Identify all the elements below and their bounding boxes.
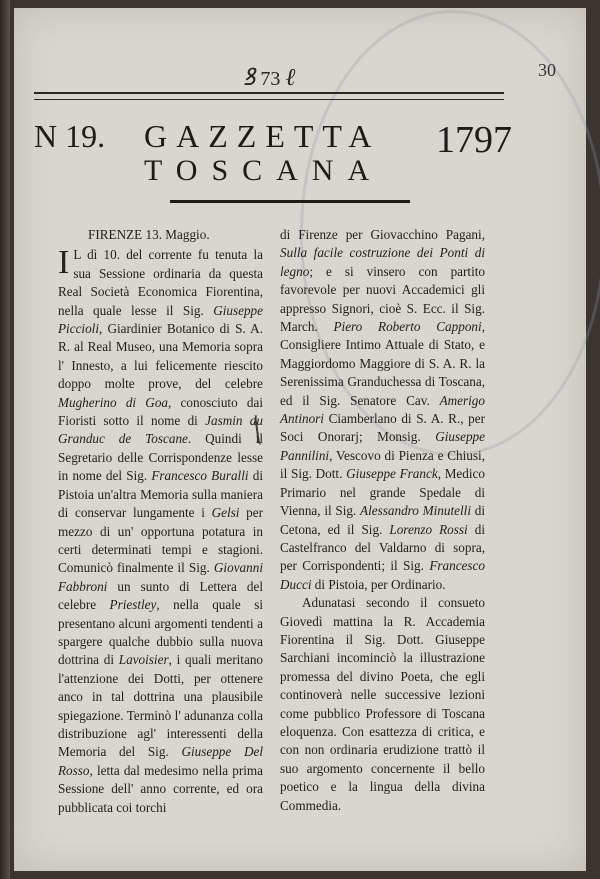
text-run: , Consigliere Intimo Attuale di Stato, e Maggiordomo Maggiore di S. A. R. la Serenissima Granduchessa di Toscana, ed il Sig. Senatore Cav. (280, 319, 485, 408)
italic-name-run: Giuseppe Del Rosso (58, 744, 263, 778)
italic-name-run: Lorenzo Rossi (389, 521, 468, 537)
page-ornament-right: ℓ (285, 65, 296, 91)
italic-name-run: Piero Roberto Capponi (333, 319, 482, 335)
text-run: ; e si vinsero con partito favorevole per nuovi Accademici gli appresso Signori, cioè S. Ecc. il Sig. March. (280, 263, 485, 335)
issue-year: 1797 (436, 119, 512, 161)
text-run: , nella quale si presentano alcuni argomenti tendenti a spargere qualche dubbio sulla nuova dottrina di (58, 597, 264, 668)
text-run: di Castelfranco del Valdarno di sopra, per Corrispondenti; il Sig. (280, 521, 485, 574)
italic-name-run: Alessandro Minutelli (360, 503, 471, 519)
ornamental-rule-top (34, 92, 504, 100)
italic-name-run: Amerigo Antinori (280, 392, 485, 427)
issue-number: N 19. (34, 118, 106, 154)
dateline: FIRENZE 13. Maggio. (88, 227, 210, 242)
italic-name-run: Lavoisier (118, 652, 169, 668)
italic-name-run: Priestley (109, 597, 157, 613)
text-run: , Giardinier Botanico di S. A. R. al Real Museo, una Memoria sopra l' Innesto, a lui felicemente riescito doppo molte prove, del celebre (58, 321, 263, 392)
text-run: , Vescovo di Pienza e Chiusi, il Sig. Dott. (280, 447, 485, 482)
page-ornament-left: ꝸ (242, 65, 256, 91)
text-run: per mezzo di un' opportuna potatura in certi determinati tempi e stagioni. Comunicò finalmente il Sig. (58, 505, 263, 576)
text-run: Ciamberlano di S. A. R., per Soci Onorarj; Monsig. (280, 411, 485, 445)
folio-number: 30 (538, 60, 556, 80)
italic-name-run: Francesco Buralli (151, 468, 249, 484)
article-paragraph-1 (58, 246, 263, 817)
italic-name-run: Jasmin du Granduc de Toscane (58, 413, 263, 447)
text-run: , letta dal medesimo nella prima Sessione dell' anno corrente, ed ora pubblicata coi torchi (58, 762, 263, 815)
article-left-column (58, 226, 263, 817)
italic-name-run: Giuseppe Pannilini (280, 429, 485, 463)
italic-name-run: Giuseppe Piccioli (58, 302, 263, 337)
scan-background-edge (0, 0, 10, 879)
text-run: di Cetona, ed il Sig. (280, 503, 486, 537)
handwritten-margin-mark (254, 413, 278, 445)
italic-name-run: Giuseppe Franck (346, 466, 438, 482)
text-run: un sunto di Lettera del celebre (58, 578, 263, 613)
italic-name-run: Gelsi (211, 505, 240, 521)
text-run: di Pistoia un'altra Memoria sulla maniera di conservar lungamente i (58, 468, 263, 521)
article-right-column (280, 226, 485, 815)
newspaper-title: GAZZETTA (144, 118, 381, 154)
article-lead: L dì 10. del corrente fu tenuta la sua Sessione ordinaria da questa Real Società Economica Fiorentina, nella quale lesse il Sig. (58, 247, 263, 318)
text-run: di Pistoia, per Ordinario. (311, 576, 446, 592)
italic-name-run: Mugherino di Goa (58, 394, 169, 410)
text-run: , conosciuto dai Fioristi sotto il nome di (58, 394, 263, 429)
text-run: , Medico Primario nel grande Spedale di Vienna, il Sig. (280, 466, 485, 519)
italic-name-run: Sulla facile costruzione dei Ponti di legno (280, 245, 485, 279)
masthead-rule (170, 200, 410, 203)
article-paragraph-2 (280, 226, 485, 594)
page-number: 73 (260, 68, 281, 90)
drop-cap: I (58, 244, 70, 282)
text-run: , i quali meritano l'attenzione dei Dotti, per ottenere anco in tal dottrina una plausibile spiegazione. Terminò l' adunanza colla distribuzione agl' interessenti della Memoria del Sig. (58, 652, 264, 760)
text-run: di Firenze per Giovacchino Pagani, (280, 227, 485, 242)
text-run: . Quindi il Segretario delle Corrispondenze lesse in nome del Sig. (58, 431, 263, 484)
italic-name-run: Francesco Ducci (280, 558, 485, 592)
newspaper-subtitle: TOSCANA (144, 154, 384, 187)
article-paragraph-3: Adunatasi secondo il consueto Giovedì mattina la R. Accademia Fiorentina il Sig. Dott. Giuseppe Sarchiani incominciò la illustrazione promessa del divino Poeta, che egli continoverà nelle successive lezioni come pubblico Professore di Toscana eloquenza. Con esattezza di critica, e con non ordinaria erudizione trattò il suo argomento concernente il bello poetico e la lingua della divina Commedia. (280, 595, 485, 813)
page-number-line (204, 60, 334, 93)
italic-name-run: Giovanni Fabbroni (58, 560, 263, 594)
article-lead-continued (58, 303, 263, 815)
